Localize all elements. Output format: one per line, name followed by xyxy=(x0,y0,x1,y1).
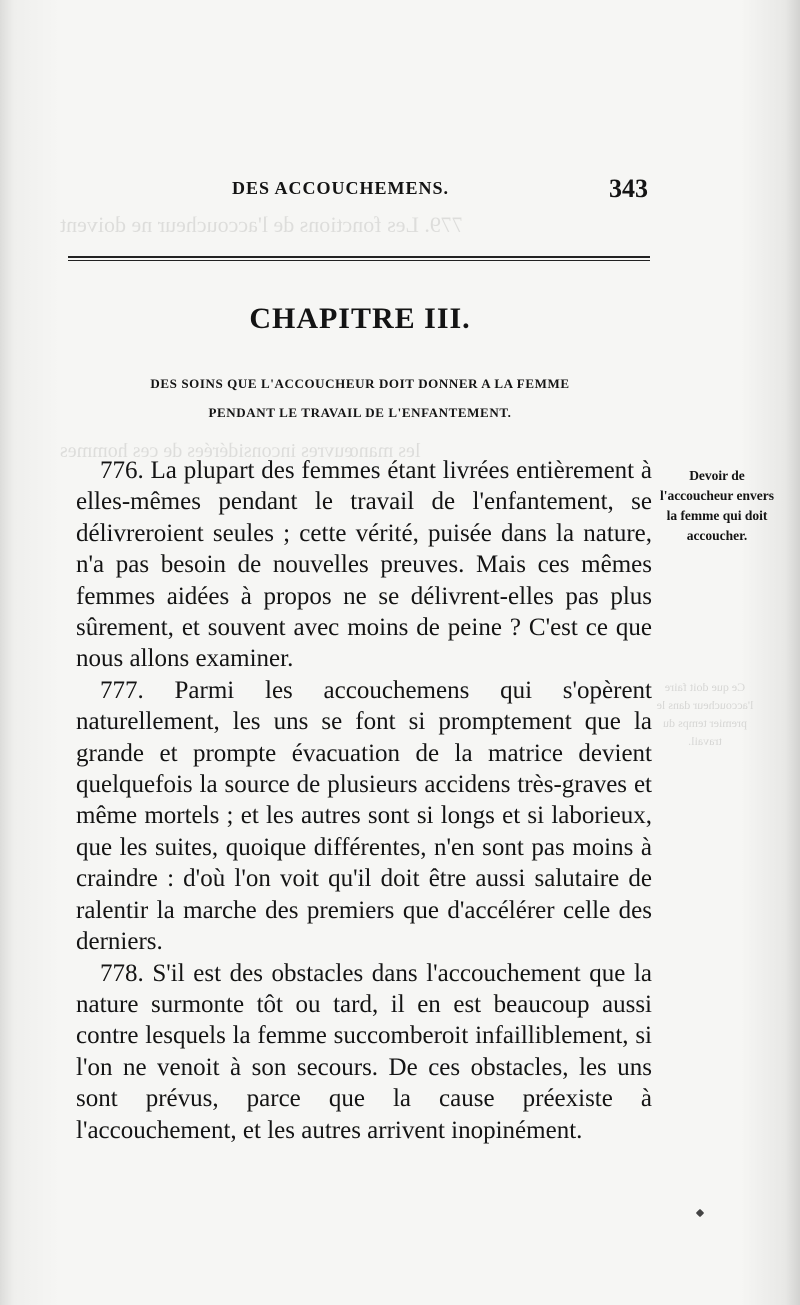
paragraph-778: 778. S'il est des obstacles dans l'accouchement que la nature surmonte tôt ou tard, il en est beaucoup aussi contre lesquels la femme succomberoit infailliblement, si l'on ne venoit à son secours. De ces obstacles, les uns sont prévus, parce que la cause préexiste à l'accouchement, et les autres arrivent inopinément. xyxy=(76,959,652,1144)
chapter-subtitle-line-1: DES SOINS QUE L'ACCOUCHEUR DOIT DONNER A LA FEMME xyxy=(150,376,570,391)
show-through-text: les manœuvres inconsidérées de ces hommes xyxy=(60,440,421,462)
margin-note: Devoir de l'accoucheur envers la femme qui doit accoucher. xyxy=(659,468,775,543)
double-rule-top xyxy=(68,256,650,258)
ink-mark xyxy=(696,1209,704,1217)
chapter-title: CHAPITRE III. xyxy=(249,302,471,335)
chapter-subtitle-line-2: PENDANT LE TRAVAIL DE L'ENFANTEMENT. xyxy=(208,405,512,420)
paragraph-777: 777. Parmi les accouchemens qui s'opèrent naturellement, les uns se font si promptement que la grande et prompte évacuation de la matrice devient quelquefois la source de plusieurs accidens très-graves et même mortels ; et les autres sont si longs et si laborieux, que les suites, quoique différentes, n'en sont pas moins à craindre : d'où l'on voit qu'il doit être aussi salutaire de ralentir la marche des premiers que d'accélérer celle des derniers. xyxy=(76,676,652,956)
page-number: 343 xyxy=(609,174,648,203)
running-title: DES ACCOUCHEMENS. xyxy=(232,178,450,198)
double-rule-bottom xyxy=(68,260,650,261)
body-text xyxy=(76,455,652,1146)
paragraph-776: 776. La plupart des femmes étant livrées entièrement à elles-mêmes pendant le travail de l'enfantement, se délivreroient seules ; cette vérité, puisée dans la nature, n'a pas besoin de nouvelles preuves. Mais ces mêmes femmes aidées à propos ne se délivrent-elles pas plus sûrement, et souvent avec moins de peine ? C'est ce que nous allons examiner. xyxy=(76,457,652,673)
running-head xyxy=(90,174,650,208)
show-through-text: 779. Les fonctions de l'accoucheur ne doivent xyxy=(60,212,463,237)
show-through-margin: Ce que doit faire l'accoucheur dans le premier temps du travail. xyxy=(656,680,754,748)
